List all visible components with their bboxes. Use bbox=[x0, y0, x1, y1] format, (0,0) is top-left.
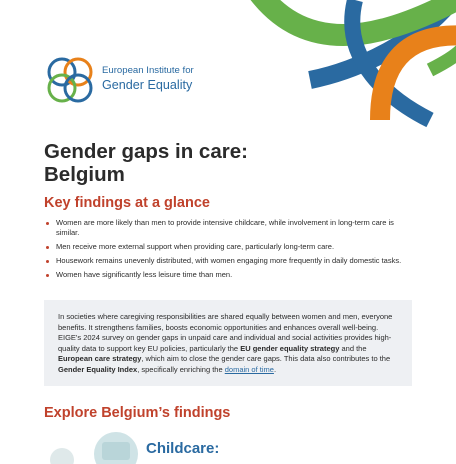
page-title bbox=[44, 140, 344, 186]
key-findings-list bbox=[44, 218, 404, 284]
info-text-part: , which aim to close the gender care gaps. This data also contributes to the bbox=[141, 354, 391, 364]
illustration-bubble bbox=[50, 448, 74, 464]
finding-item: Men receive more external support when providing care, particularly long-term care. bbox=[44, 242, 404, 252]
finding-item: Women are more likely than men to provide intensive childcare, while involvement in long-term care is similar. bbox=[44, 218, 404, 239]
childcare-illustration bbox=[44, 424, 144, 464]
key-findings-heading: Key findings at a glance bbox=[44, 195, 210, 211]
care-strategy-bold: European care strategy bbox=[58, 354, 142, 364]
info-text-part: , specifically enriching the bbox=[137, 364, 225, 374]
info-text-part: and the bbox=[339, 343, 367, 353]
title-line2: Belgium bbox=[44, 163, 125, 186]
info-text-part: In societies where caregiving responsibilities are shared equally between women and men, everyone benefits. It strengthens families, boosts economic opportunities and enhances overall well-being. EIGE's 2024 survey on gender gaps in unpaid care and individual and social activities provides high-quality data to support key EU policies, particularly the bbox=[58, 312, 393, 353]
childcare-heading: Childcare: bbox=[146, 440, 220, 457]
info-text bbox=[58, 312, 403, 376]
eige-logo-mark bbox=[44, 54, 96, 106]
index-bold: Gender Equality Index bbox=[58, 364, 138, 374]
domain-of-time-link[interactable]: domain of time bbox=[224, 364, 274, 374]
logo-line2: Gender Equality bbox=[102, 78, 193, 92]
eu-strategy-bold: EU gender equality strategy bbox=[240, 343, 340, 353]
title-line1: Gender gaps in care: bbox=[44, 140, 248, 163]
logo-line1: European Institute for bbox=[102, 65, 194, 76]
info-text-part: . bbox=[273, 364, 277, 374]
eige-logo[interactable] bbox=[44, 54, 244, 102]
info-box bbox=[44, 300, 412, 386]
logo-text bbox=[102, 65, 194, 93]
explore-heading: Explore Belgium’s findings bbox=[44, 405, 231, 421]
finding-item: Women have significantly less leisure time than men. bbox=[44, 270, 404, 280]
finding-item: Housework remains unevenly distributed, with women engaging more frequently in daily domestic tasks. bbox=[44, 256, 404, 266]
illustration-shape bbox=[102, 442, 130, 460]
